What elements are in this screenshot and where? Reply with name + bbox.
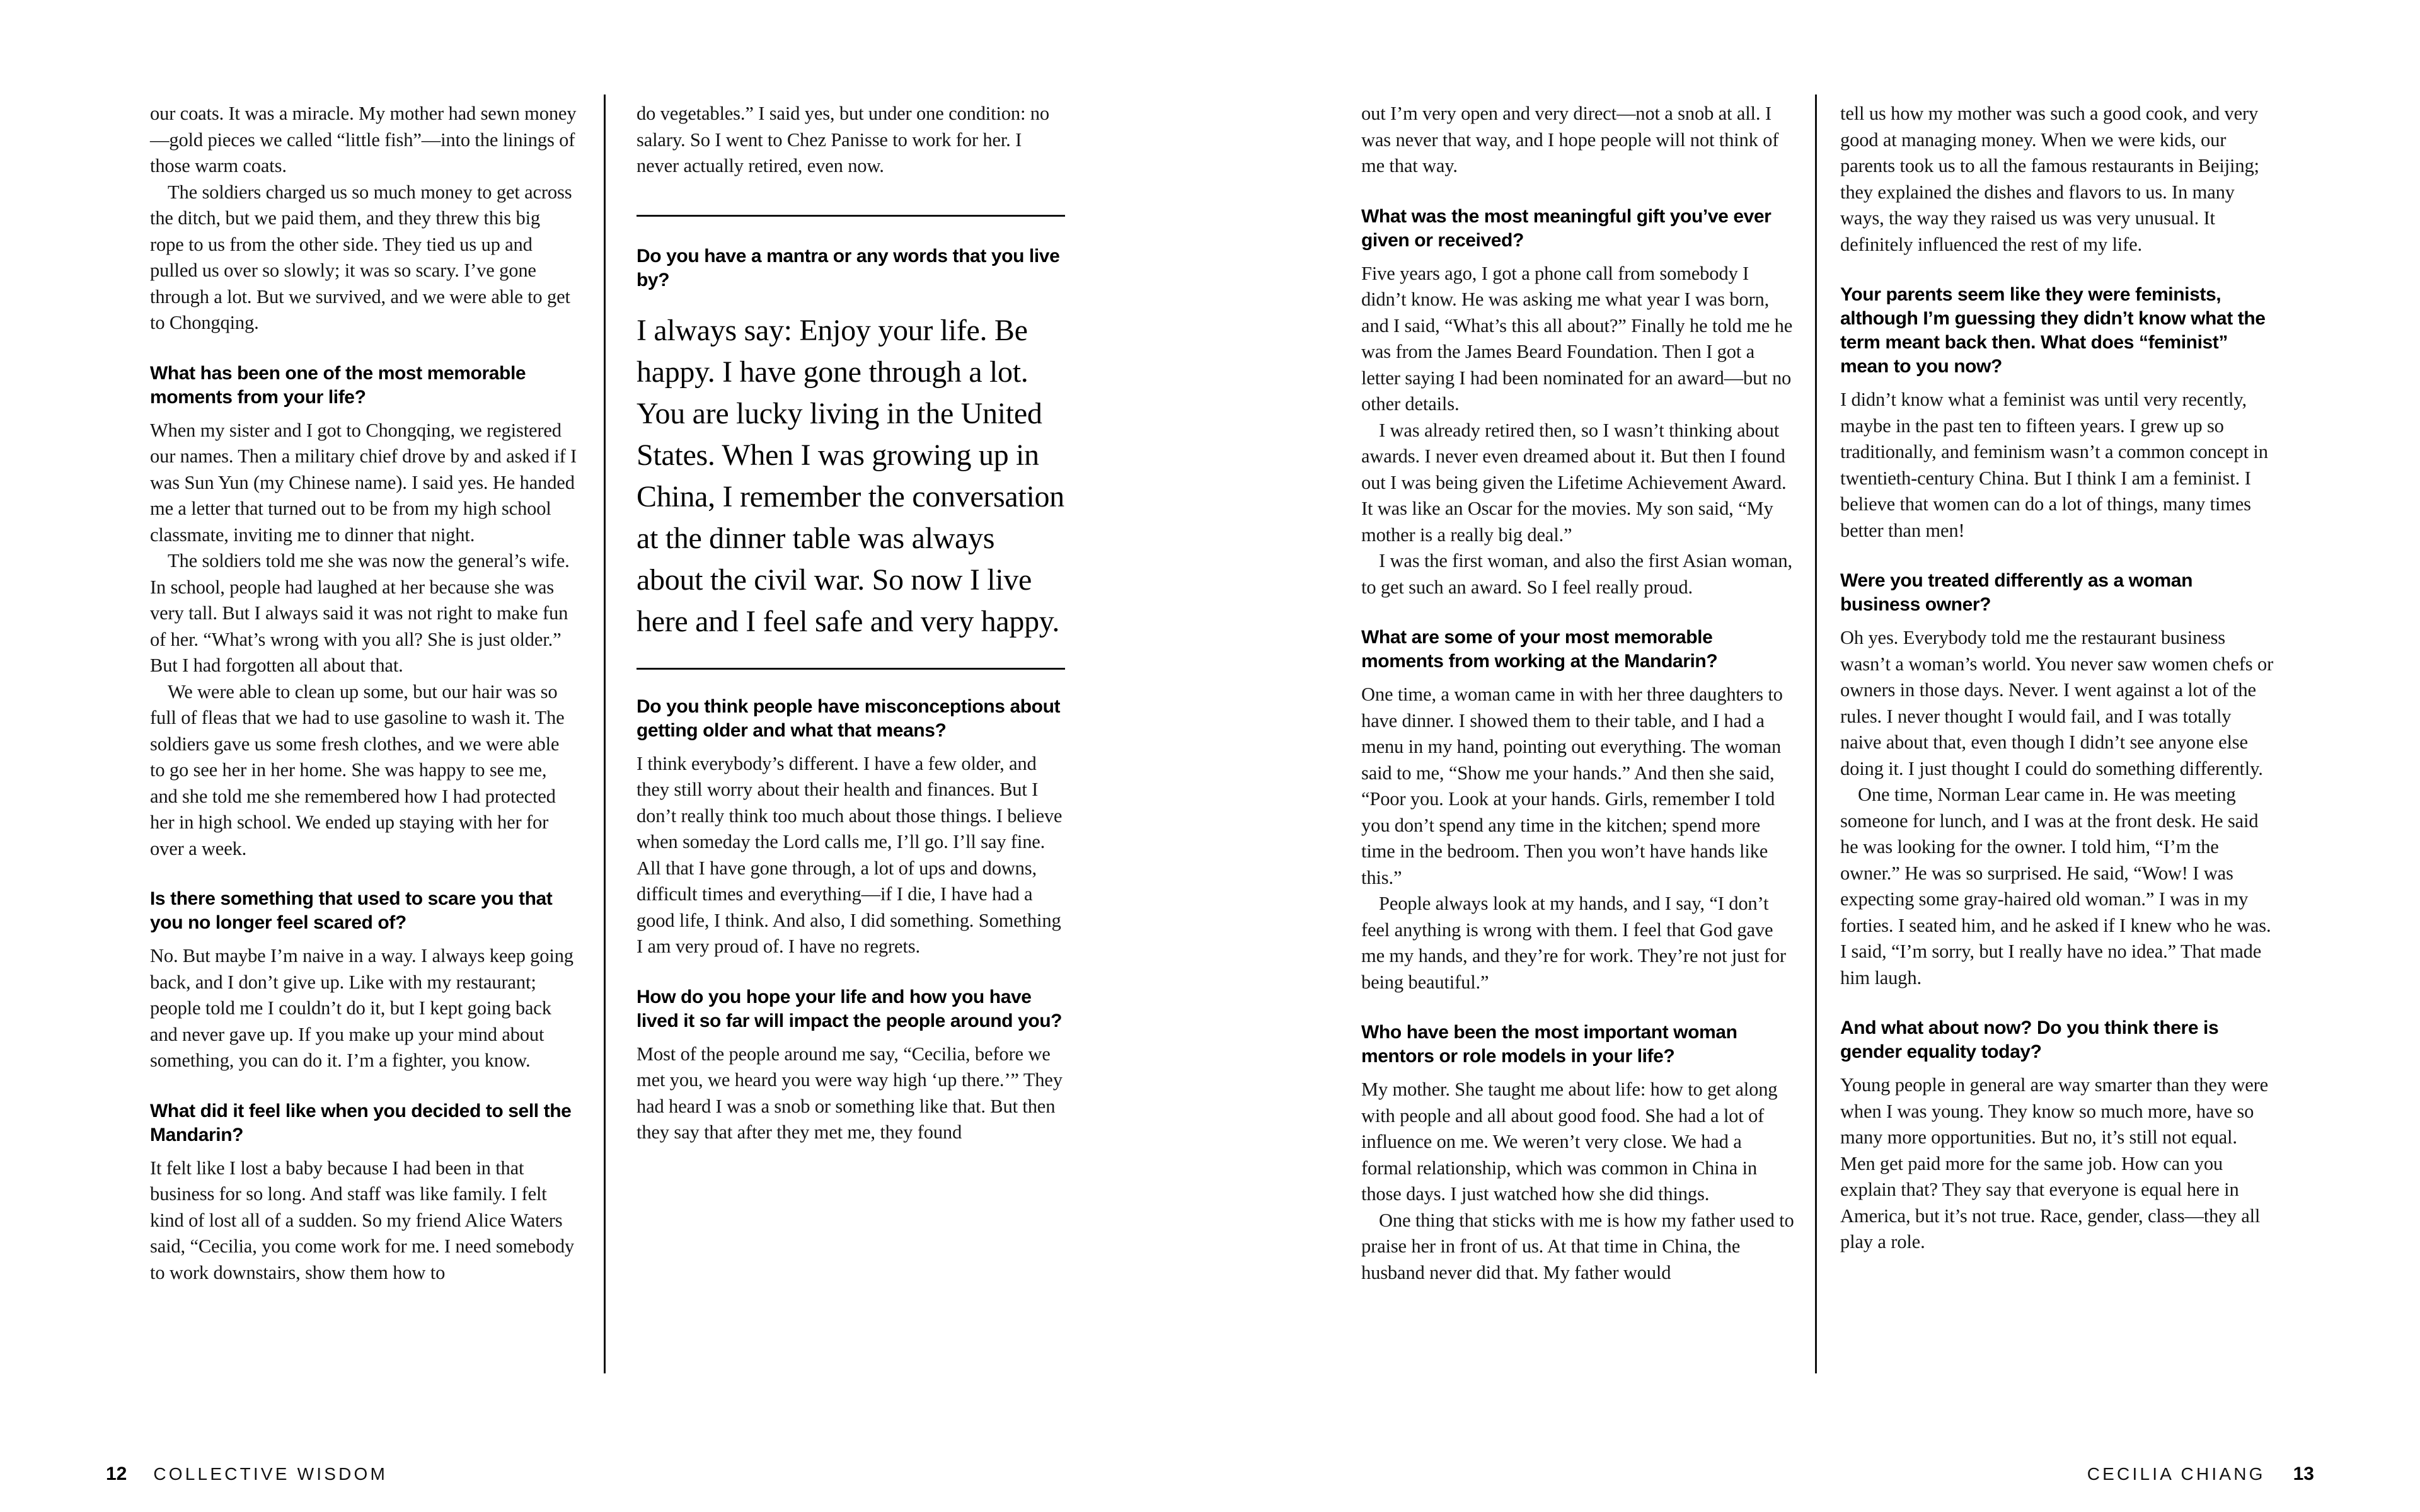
paragraph-continuation: do vegetables.” I said yes, but under one condition: no salary. So I went to Chez Panisse to work for her. I never actually retired, even now.	[637, 103, 1049, 176]
pullquote-bottom-rule	[637, 668, 1065, 670]
answer-paragraph: I think everybody’s different. I have a few older, and they still worry about their health and finances. But I don’t really think too much about those things. I believe when someday the Lord calls me, I’ll go. I’ll say fine. All that I have gone through, a lot of ups and downs, difficult times and everything—if I die, I have had a good life, I think. And also, I did something. Something I am very proud of. I have no regrets.	[637, 752, 1063, 957]
question-heading: What did it feel like when you decided to sell the Mandarin?	[150, 1100, 572, 1145]
question-heading: What are some of your most memorable moments from working at the Mandarin?	[1361, 627, 1718, 672]
column-1	[150, 101, 579, 1286]
question-heading: Is there something that used to scare you that you no longer feel scared of?	[150, 888, 553, 933]
page-number-right: 13	[2293, 1463, 2314, 1484]
question-heading: Your parents seem like they were feminists, although I’m guessing they didn’t know what the term meant back then. What does “feminist” mean to you now?	[1840, 284, 2266, 377]
answer-paragraph: Five years ago, I got a phone call from somebody I didn’t know. He was asking me what year I was born, and I said, “What’s this all about?” Finally he told me he was from the James Beard Foundation. Then I got a letter saying I had been nominated for an award—but no other details.	[1361, 262, 1793, 415]
footer-left-page	[106, 1436, 388, 1512]
answer-paragraph: It felt like I lost a baby because I had been in that business for so long. And staff was like family. I felt kind of lost all of a sudden. So my friend Alice Waters said, “Cecilia, you come work for me. I need somebody to work downstairs, show them how to	[150, 1157, 575, 1283]
pull-quote: I always say: Enjoy your life. Be happy. I have gone through a lot. You are lucky living in the United States. When I was growing up in China, I remember the conversation at the dinner table was always about the civil war. So now I live here and I feel safe and very happy.	[637, 313, 1064, 638]
answer-paragraph: My mother. She taught me about life: how to get along with people and all about good food. She had a lot of influence on me. We weren’t very close. We had a formal relationship, which was common in China in those days. I just watched how she did things.	[1361, 1079, 1778, 1205]
question-heading: What has been one of the most memorable moments from your life?	[150, 362, 526, 408]
answer-paragraph: One time, a woman came in with her three daughters to have dinner. I showed them to their table, and I had a menu in my hand, pointing out everything. The woman said to me, “Show me your hands.” And then she said, “Poor you. Look at your hands. Girls, remember I told you don’t spend any time in the kitchen; spend more time in the bedroom. Then you won’t have hands like this.”	[1361, 684, 1783, 888]
question-heading: And what about now? Do you think there is gender equality today?	[1840, 1017, 2219, 1062]
pullquote-top-rule	[637, 215, 1065, 217]
paragraph-continuation: out I’m very open and very direct—not a snob at all. I was never that way, and I hope people will not think of me that way.	[1361, 103, 1779, 176]
paragraph-continuation: our coats. It was a miracle. My mother had sewn money—gold pieces we called “little fish”—into the linings of those warm coats.	[150, 103, 577, 176]
answer-paragraph: One thing that sticks with me is how my father used to praise her in front of us. At that time in China, the husband never did that. My father would	[1361, 1209, 1794, 1283]
question-heading: Do you think people have misconceptions about getting older and what that means?	[637, 696, 1061, 741]
answer-paragraph: I was already retired then, so I wasn’t thinking about awards. I never even dreamed about it. But then I found out I was being given the Lifetime Achievement Award. It was like an Oscar for the movies. My son said, “My mother is a really big deal.”	[1361, 419, 1787, 546]
column-3	[1361, 101, 1796, 1286]
answer-paragraph: I didn’t know what a feminist was until very recently, maybe in the past ten to fifteen years. I grew up so traditionally, and feminism wasn’t a common concept in twentieth-century China. But I think I am a feminist. I believe that women can do a lot of things, many times better than men!	[1840, 389, 2268, 541]
answer-paragraph: Oh yes. Everybody told me the restaurant business wasn’t a woman’s world. You never saw women chefs or owners in those days. Never. I went against a lot of the rules. I never thought I would fail, and I was totally naive about that, even though I didn’t see anyone else doing it. I just thought I could do something differently.	[1840, 627, 2274, 779]
answer-paragraph: The soldiers told me she was now the general’s wife. In school, people had laughed at her because she was very tall. But I always said it was not right to make fun of her. “What’s wrong with you all? She is just older.” But I had forgotten all about that.	[150, 550, 570, 676]
answer-paragraph: Young people in general are way smarter than they were when I was young. They know so much more, have so many more opportunities. But no, it’s still not equal. Men get paid more for the same job. How can you explain that? They say that everyone is equal here in America, but it’s not true. Race, gender, class—they all play a role.	[1840, 1074, 2269, 1252]
pullquote-question-heading: Do you have a mantra or any words that you live by?	[637, 245, 1060, 290]
answer-paragraph: When my sister and I got to Chongqing, we registered our names. Then a military chief drove by and asked if I was Sun Yun (my Chinese name). I said yes. He handed me a letter that turned out to be from my high school classmate, inviting me to dinner that night.	[150, 419, 577, 546]
answer-paragraph: We were able to clean up some, but our hair was so full of fleas that we had to use gasoline to wash it. The soldiers gave us some fresh clothes, and we were able to go see her in her home. She was happy to see me, and she told me she remembered how I had protected her in high school. We ended up staying with her for over a week.	[150, 680, 565, 859]
question-heading: What was the most meaningful gift you’ve ever given or received?	[1361, 205, 1772, 251]
answer-paragraph: No. But maybe I’m naive in a way. I always keep going back, and I don’t give up. Like with my restaurant; people told me I couldn’t do it, but I kept going back and never gave up. If you make up your mind about something, you can do it. I’m a fighter, you know.	[150, 945, 573, 1071]
running-head-right: CECILIA CHIANG	[2087, 1464, 2266, 1484]
answer-paragraph: I was the first woman, and also the first Asian woman, to get such an award. So I feel really proud.	[1361, 550, 1792, 598]
running-head-left: COLLECTIVE WISDOM	[153, 1464, 388, 1484]
question-heading: How do you hope your life and how you have lived it so far will impact the people around you?	[637, 986, 1063, 1031]
paragraph-continuation: tell us how my mother was such a good cook, and very good at managing money. When we were kids, our parents took us to all the famous restaurants in Beijing; they explained the dishes and flavors to us. In many ways, the way they raised us was very unusual. It definitely influenced the rest of my life.	[1840, 103, 2259, 255]
answer-paragraph: People always look at my hands, and I say, “I don’t feel anything is wrong with them. I feel that God gave me my hands, and they’re for work. They’re not just for being beautiful.”	[1361, 893, 1786, 993]
paragraph: The soldiers charged us so much money to get across the ditch, but we paid them, and they threw this big rope to us from the other side. They tied us up and pulled us over so slowly; it was so scary. I’ve gone through a lot. But we survived, and we were able to get to Chongqing.	[150, 181, 572, 333]
footer-right-page	[2087, 1436, 2314, 1512]
column-4	[1840, 101, 2275, 1256]
question-heading: Were you treated differently as a woman business owner?	[1840, 570, 2193, 615]
question-heading: Who have been the most important woman mentors or role models in your life?	[1361, 1022, 1737, 1067]
page-number-left: 12	[106, 1463, 127, 1484]
answer-paragraph: One time, Norman Lear came in. He was meeting someone for lunch, and I was at the front desk. He said he was looking for the owner. I told him, “I’m the owner.” He was so surprised. He said, “Wow! I was expecting some gray-haired old woman.” I was in my forties. I seated him, and he asked if I knew who he was. I said, “I’m sorry, but I really have no idea.” That made him laugh.	[1840, 784, 2271, 988]
answer-paragraph: Most of the people around me say, “Cecilia, before we met you, we heard you were way high ‘up there.’” They had heard I was a snob or something like that. But then they say that after they met me, they found	[637, 1043, 1063, 1143]
column-2	[637, 101, 1065, 1146]
